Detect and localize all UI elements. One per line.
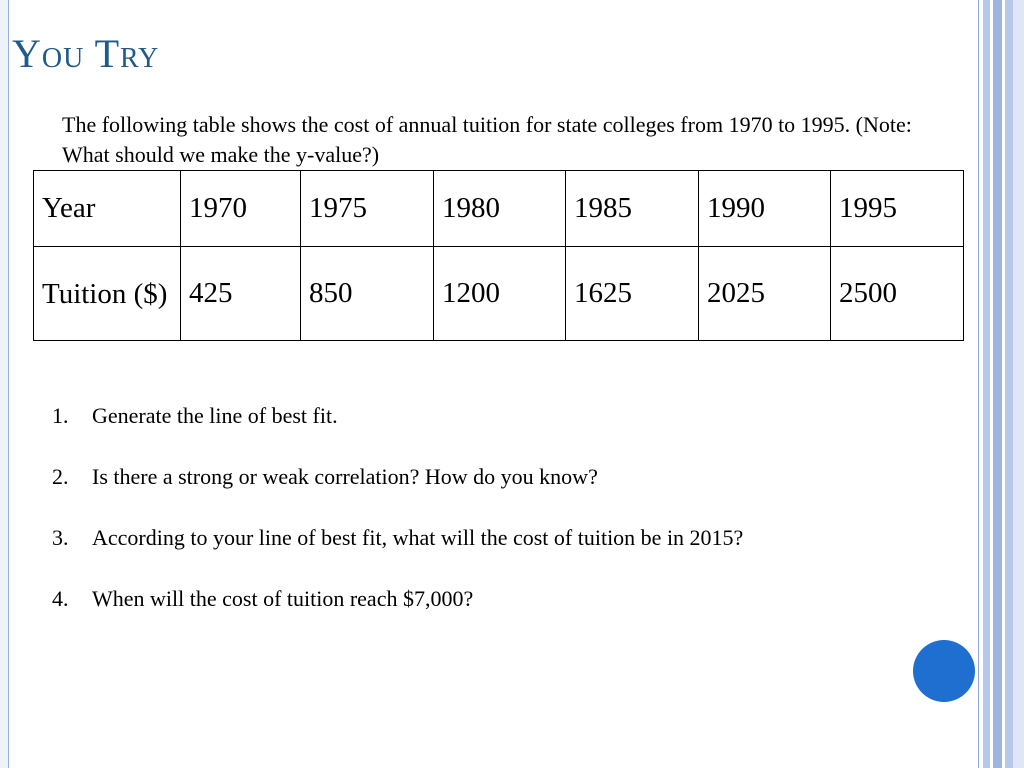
question-text: When will the cost of tuition reach $7,000? <box>92 586 474 611</box>
list-item <box>52 583 872 614</box>
row-header-tuition: Tuition ($) <box>34 247 181 341</box>
year-cell: 1980 <box>434 171 566 247</box>
tuition-cell: 425 <box>181 247 301 341</box>
slide-title: You Try <box>12 31 160 76</box>
year-cell: 1990 <box>699 171 831 247</box>
question-text: According to your line of best fit, what will the cost of tuition be in 2015? <box>92 525 744 550</box>
list-item <box>52 522 872 553</box>
tuition-cell: 2500 <box>831 247 964 341</box>
tuition-cell: 2025 <box>699 247 831 341</box>
tuition-cell: 1625 <box>566 247 699 341</box>
question-text: Is there a strong or weak correlation? How do you know? <box>92 464 598 489</box>
slide-right-border <box>978 0 1024 768</box>
row-header-year: Year <box>34 171 181 247</box>
question-number: 1. <box>52 403 69 428</box>
tuition-cell: 850 <box>301 247 434 341</box>
list-item <box>52 461 872 492</box>
year-cell: 1995 <box>831 171 964 247</box>
year-cell: 1985 <box>566 171 699 247</box>
question-text: Generate the line of best fit. <box>92 403 338 428</box>
question-number: 4. <box>52 586 69 611</box>
year-cell: 1975 <box>301 171 434 247</box>
tuition-cell: 1200 <box>434 247 566 341</box>
intro-text: The following table shows the cost of annual tuition for state colleges from 1970 to 1995. (Note: What should we make the y-value?) <box>62 112 912 167</box>
list-item <box>52 400 872 431</box>
question-number: 2. <box>52 464 69 489</box>
table-row-year <box>34 171 964 247</box>
tuition-table <box>33 170 964 341</box>
year-cell: 1970 <box>181 171 301 247</box>
slide-left-border <box>0 0 9 768</box>
question-number: 3. <box>52 525 69 550</box>
question-list <box>52 400 872 644</box>
decorative-circle-icon <box>913 640 975 702</box>
table-row-tuition <box>34 247 964 341</box>
